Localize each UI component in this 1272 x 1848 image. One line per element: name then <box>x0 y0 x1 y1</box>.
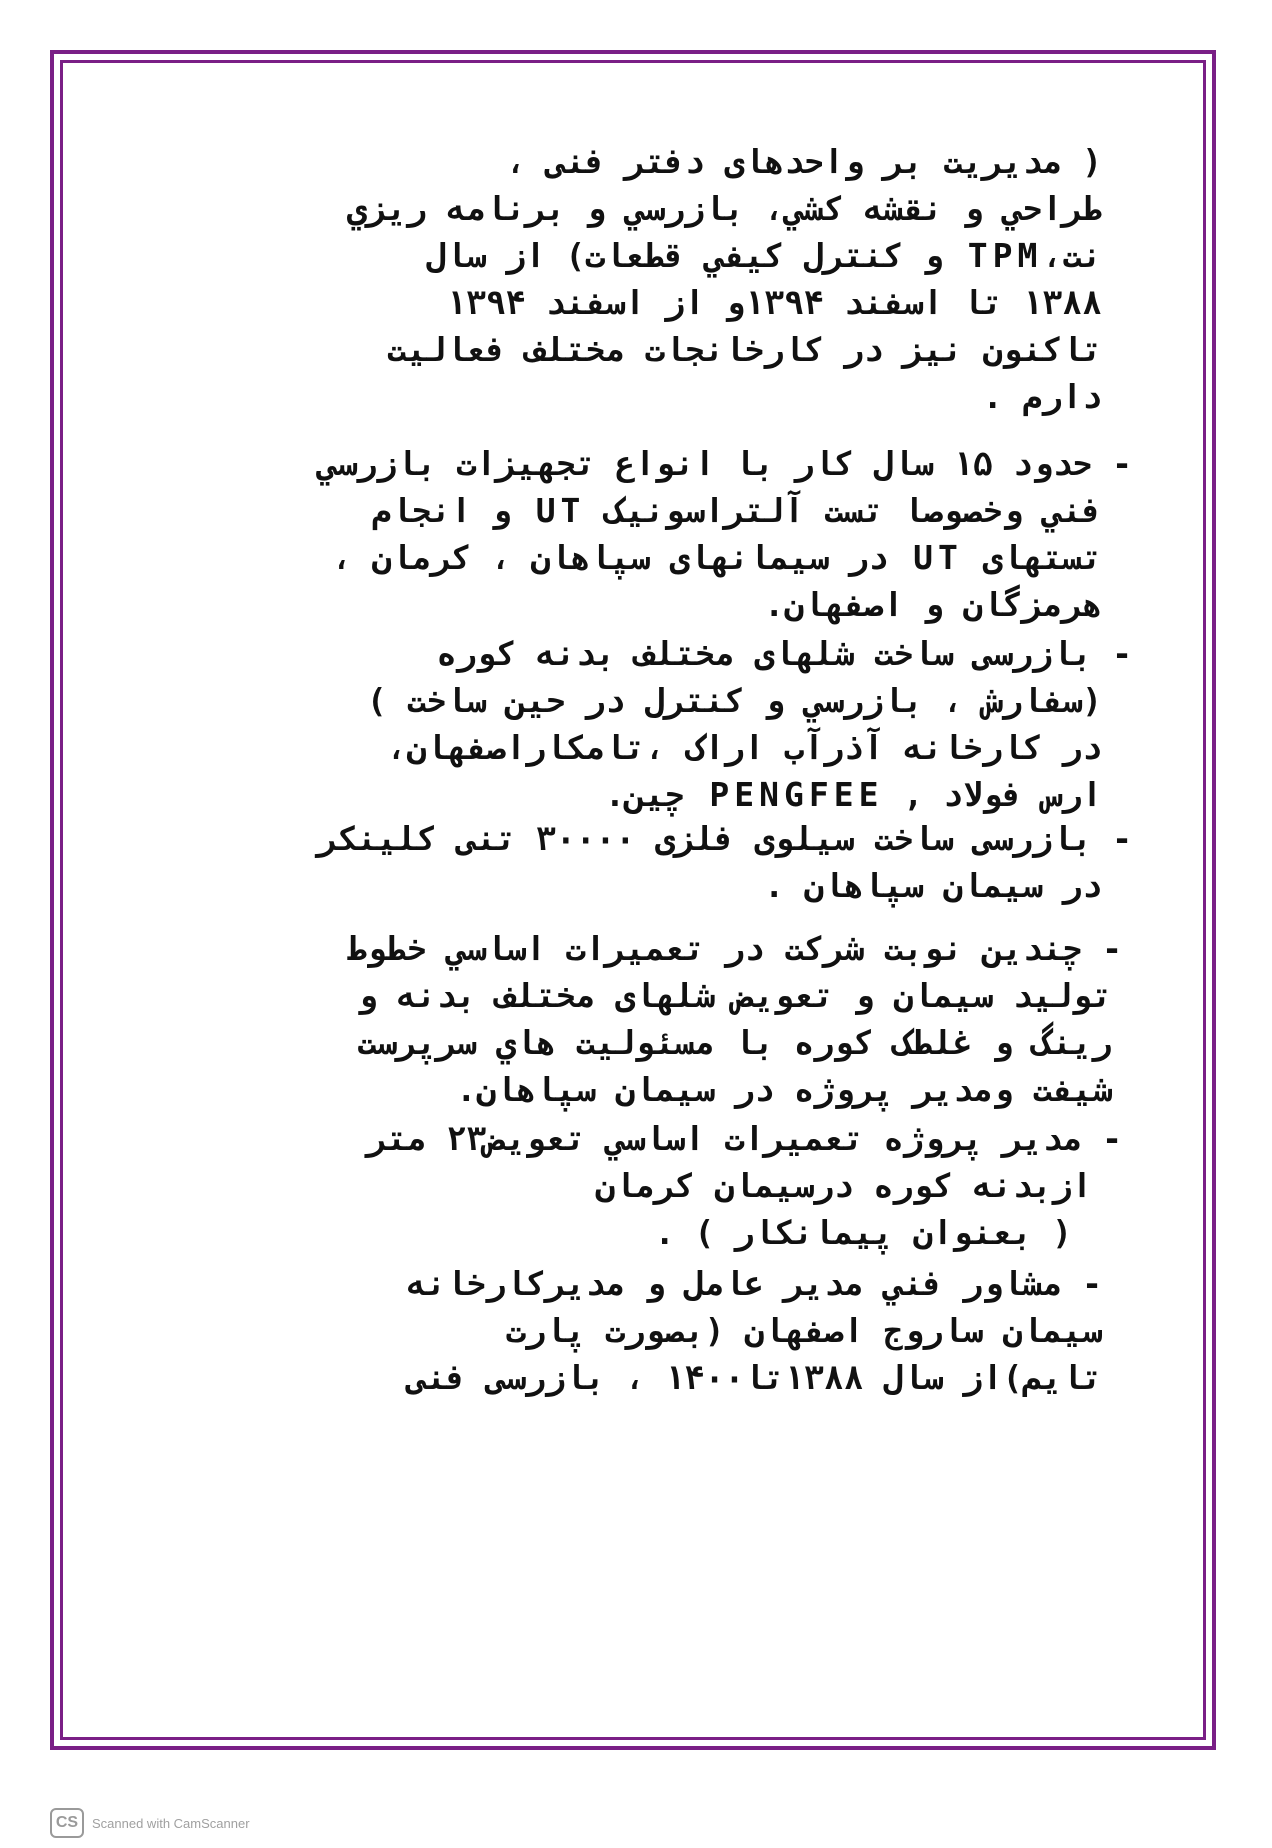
experience-item-consultant <box>407 1260 1102 1401</box>
text-line: ارس فولاد , PENGFEE چین. <box>605 775 1102 814</box>
scanner-text: Scanned with CamScanner <box>92 1815 250 1831</box>
text-line: در سیمان سپاهان . <box>764 866 1102 905</box>
text-line: - بازرسی ساخت شلهای مختلف بدنه کوره <box>436 634 1132 673</box>
text-line: تستهای UT در سیمانهای سپاهان ، کرمان ، <box>332 538 1102 577</box>
text-line: دارم . <box>982 377 1102 416</box>
text-line: نت،TPM و كنترل كيفي قطعات) از سال <box>426 236 1102 275</box>
experience-item-overhauls <box>347 925 1122 1113</box>
text-line: در کارخانه آذرآب اراک ،تامکاراصفهان، <box>386 728 1102 767</box>
text-line: فني وخصوصا تست آلتراسونیک UT و انجام <box>371 491 1102 530</box>
intro-paragraph <box>347 138 1102 420</box>
text-line: - بازرسی ساخت سیلوی فلزی ۳۰۰۰۰ تنی کلینکر <box>317 819 1132 858</box>
text-line: - مشاور فني مدیر عامل و مدیرکارخانه <box>406 1264 1102 1303</box>
scanner-watermark <box>50 1806 250 1840</box>
experience-item-kerman-project <box>367 1115 1122 1256</box>
text-line: ( بعنوان پیمانکار ) . <box>654 1213 1072 1252</box>
experience-item-ultrasonic <box>317 440 1132 628</box>
experience-item-kiln-shells <box>367 630 1132 818</box>
text-line: - حدود ۱۵ سال کار با انواع تجهیزات بازرسي <box>317 444 1132 483</box>
text-line: ازبدنه کوره درسیمان کرمان <box>595 1166 1092 1205</box>
text-line: رینگ و غلطک کوره با مسئوليت هاي سرپرست <box>357 1023 1112 1062</box>
text-line: طراحي و نقشه كشي، بازرسي و برنامه ريزي <box>347 189 1102 228</box>
text-line: هرمزگان و اصفهان. <box>764 585 1102 624</box>
text-line: - چندین نوبت شرکت در تعمیرات اساسي خطوط <box>347 929 1122 968</box>
text-line: تولید سیمان و تعویض شلهای مختلف بدنه و <box>357 976 1112 1015</box>
text-line: تایم)از سال ۱۳۸۸تا۱۴۰۰ ، بازرسی فنی <box>406 1358 1102 1397</box>
experience-item-silo <box>317 815 1132 909</box>
text-line: (سفارش ، بازرسي و كنترل در حين ساخت ) <box>366 681 1102 720</box>
text-line: تاکنون نیز در کارخانجات مختلف فعالیت <box>386 330 1102 369</box>
text-line: ( مدیریت بر واحدهای دفتر فنی ، <box>505 142 1102 181</box>
text-line: شیفت ومدیر پروژه در سیمان سپاهان. <box>456 1070 1112 1109</box>
camscanner-logo-icon: CS <box>50 1808 84 1838</box>
text-line: - مدیر پروژه تعميرات اساسي تعویض۲۳ متر <box>367 1119 1122 1158</box>
text-line: ۱۳۸۸ تا اسفند ۱۳۹۴و از اسفند ۱۳۹۴ <box>446 283 1102 322</box>
text-line: سیمان ساروج اصفهان (بصورت پارت <box>505 1311 1102 1350</box>
